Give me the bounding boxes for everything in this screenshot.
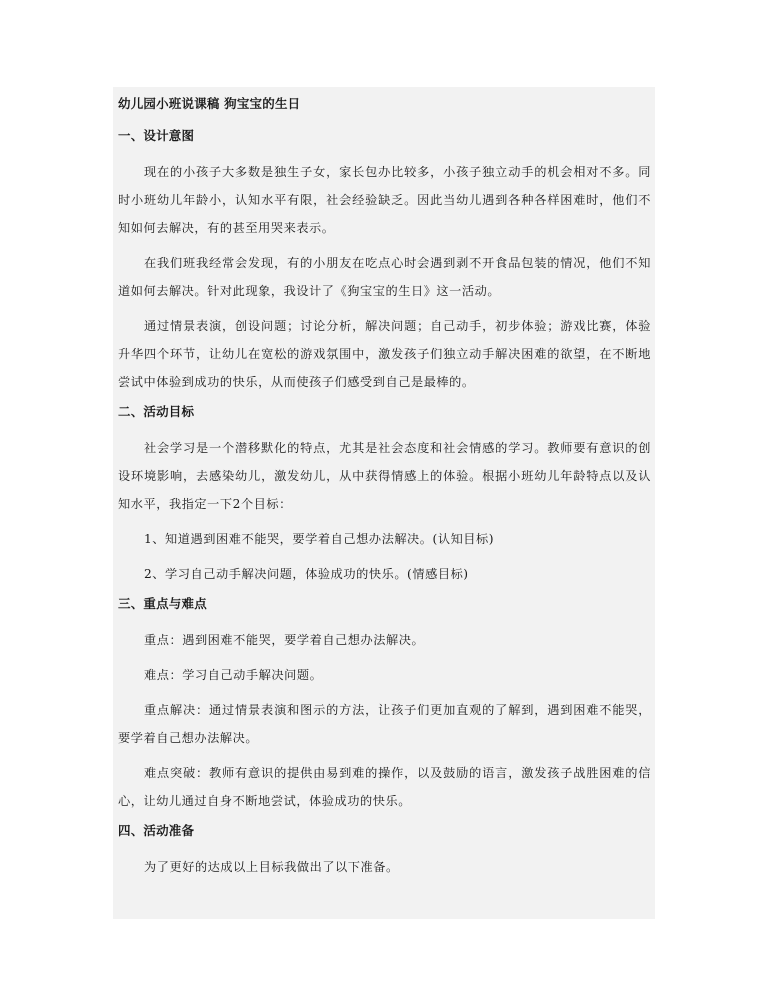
paragraph: 难点突破：教师有意识的提供由易到难的操作，以及鼓励的语言，激发孩子战胜困难的信心，让幼儿通过自身不断地尝试，体验成功的快乐。 (118, 766, 651, 808)
paragraph: 通过情景表演，创设问题；讨论分析，解决问题；自己动手，初步体验；游戏比赛，体验升华四个环节，让幼儿在宽松的游戏氛围中，激发孩子们独立动手解决困难的欲望，在不断地尝试中体验到成功的快乐，从而使孩子们感受到自己是最棒的。 (118, 319, 651, 389)
paragraph: 重点解决：通过情景表演和图示的方法，让孩子们更加直观的了解到，遇到困难不能哭，要学着自己想办法解决。 (118, 703, 651, 745)
paragraph: 重点：遇到困难不能哭，要学着自己想办法解决。 (144, 633, 425, 647)
paragraph: 为了更好的达成以上目标我做出了以下准备。 (144, 860, 399, 874)
document-title: 幼儿园小班说课稿 狗宝宝的生日 (118, 96, 301, 111)
section-heading: 四、活动准备 (118, 823, 195, 838)
section-activity-preparation (118, 822, 651, 881)
paragraph: 现在的小孩子大多数是独生子女，家长包办比较多，小孩子独立动手的机会相对不多。同时小班幼儿年龄小，认知水平有限，社会经验缺乏。因此当幼儿遇到各种各样困难时，他们不知如何去解决，有的甚至用哭来表示。 (118, 165, 651, 235)
paragraph: 难点：学习自己动手解决问题。 (144, 668, 323, 682)
section-heading: 二、活动目标 (118, 404, 195, 419)
section-heading: 一、设计意图 (118, 128, 195, 143)
section-heading: 三、重点与难点 (118, 596, 207, 611)
section-activity-goals (118, 403, 651, 588)
section-design-intent (118, 127, 651, 396)
paragraph: 1、知道遇到困难不能哭，要学着自己想办法解决。(认知目标) (144, 532, 495, 546)
document-page (113, 87, 655, 919)
section-key-points (118, 595, 651, 815)
document-content (118, 95, 651, 888)
paragraph: 在我们班我经常会发现，有的小朋友在吃点心时会遇到剥不开食品包装的情况，他们不知道如何去解决。针对此现象，我设计了《狗宝宝的生日》这一活动。 (118, 256, 651, 298)
paragraph: 2、学习自己动手解决问题，体验成功的快乐。(情感目标) (144, 567, 469, 581)
paragraph: 社会学习是一个潜移默化的特点，尤其是社会态度和社会情感的学习。教师要有意识的创设环境影响，去感染幼儿，激发幼儿，从中获得情感上的体验。根据小班幼儿年龄特点以及认知水平，我指定一下2个目标： (118, 441, 651, 511)
